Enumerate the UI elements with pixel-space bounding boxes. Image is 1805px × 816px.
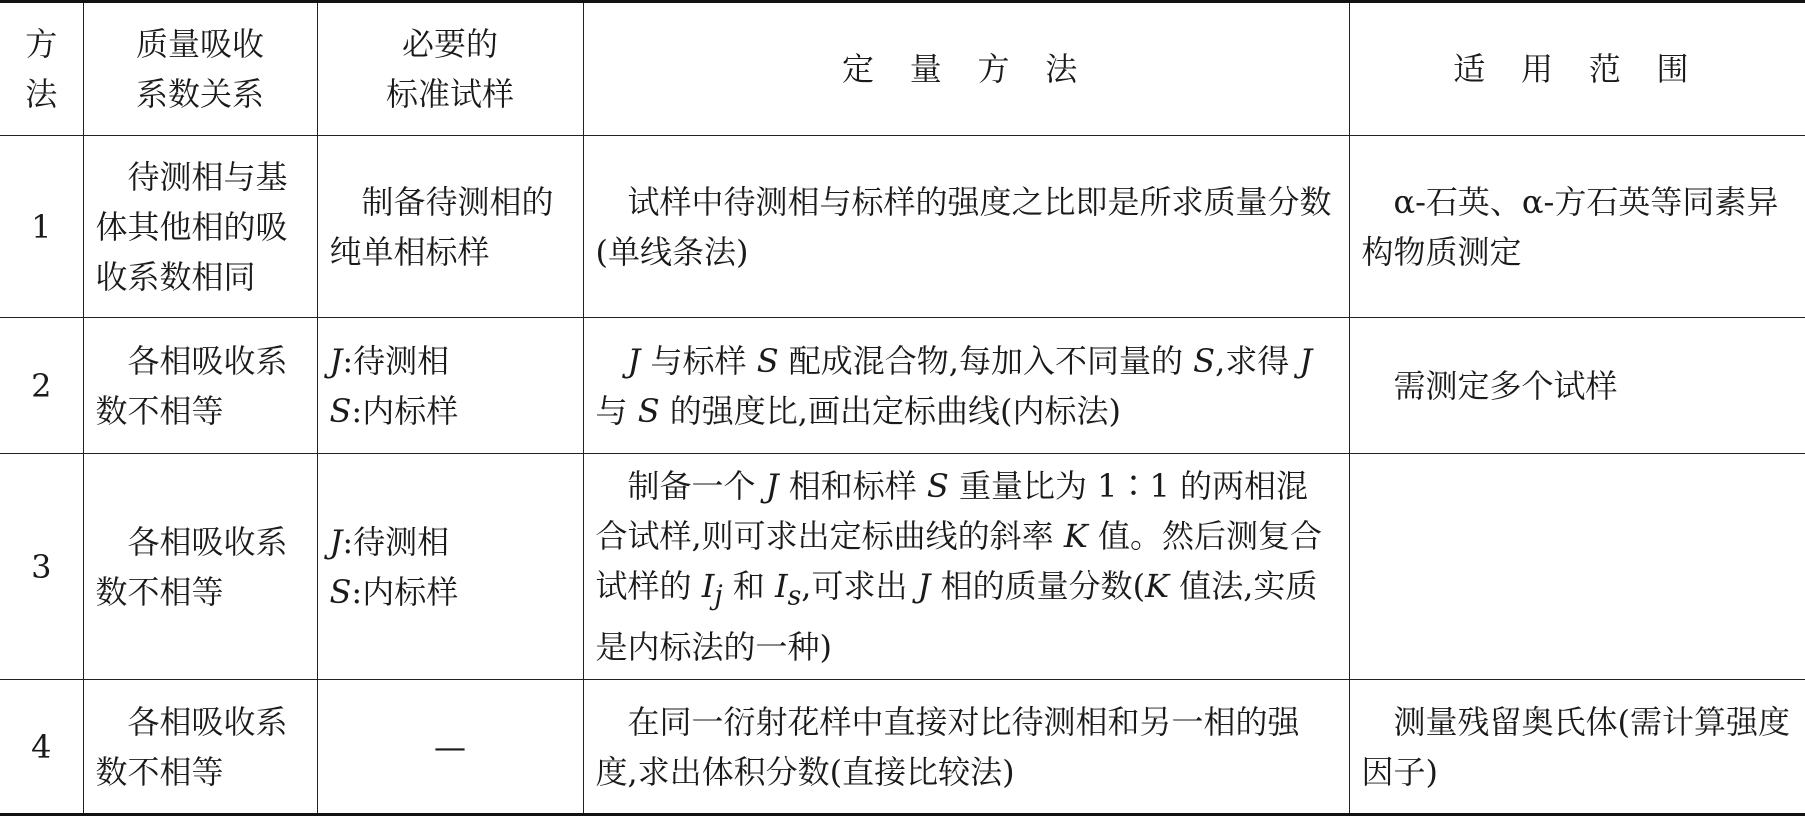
absorption-relation: 待测相与基体其他相的吸收系数相同 <box>83 136 317 318</box>
absorption-relation: 各相吸收系数不相等 <box>83 318 317 454</box>
table-row <box>0 318 1805 454</box>
header-row <box>0 2 1805 136</box>
absorption-relation: 各相吸收系数不相等 <box>83 680 317 815</box>
quant-method: 在同一衍射花样中直接对比待测相和另一相的强度,求出体积分数(直接比较法) <box>583 680 1349 815</box>
standard-sample: J:待测相 S:内标样 <box>317 454 583 680</box>
row-number: 4 <box>0 680 83 815</box>
header-standard-sample: 必要的 标准试样 <box>317 2 583 136</box>
absorption-relation: 各相吸收系数不相等 <box>83 454 317 680</box>
scope: 测量残留奥氏体(需计算强度因子) <box>1349 680 1805 815</box>
row-number: 3 <box>0 454 83 680</box>
header-mass-absorption: 质量吸收 系数关系 <box>83 2 317 136</box>
standard-sample: J:待测相 S:内标样 <box>317 318 583 454</box>
quant-method: 制备一个 J 相和标样 S 重量比为 1∶1 的两相混合试样,则可求出定标曲线的斜率 K 值。然后测复合试样的 $I_j$ 和 $I_s$,可求出 J 相的质量分数(K 值法,实质是内标法的一种) <box>583 454 1349 680</box>
row-number: 1 <box>0 136 83 318</box>
table-row <box>0 136 1805 318</box>
quant-method: J 与标样 S 配成混合物,每加入不同量的 S,求得 J 与 S 的强度比,画出定标曲线(内标法) <box>583 318 1349 454</box>
standard-sample: 制备待测相的纯单相标样 <box>317 136 583 318</box>
quant-method: 试样中待测相与标样的强度之比即是所求质量分数(单线条法) <box>583 136 1349 318</box>
scope <box>1349 454 1805 680</box>
header-method: 方法 <box>0 2 83 136</box>
standard-sample: — <box>317 680 583 815</box>
table-row <box>0 680 1805 815</box>
scope: α-石英、α-方石英等同素异构物质测定 <box>1349 136 1805 318</box>
scope: 需测定多个试样 <box>1349 318 1805 454</box>
table-row <box>0 454 1805 680</box>
header-quant-method: 定 量 方 法 <box>583 2 1349 136</box>
header-scope: 适 用 范 围 <box>1349 2 1805 136</box>
row-number: 2 <box>0 318 83 454</box>
